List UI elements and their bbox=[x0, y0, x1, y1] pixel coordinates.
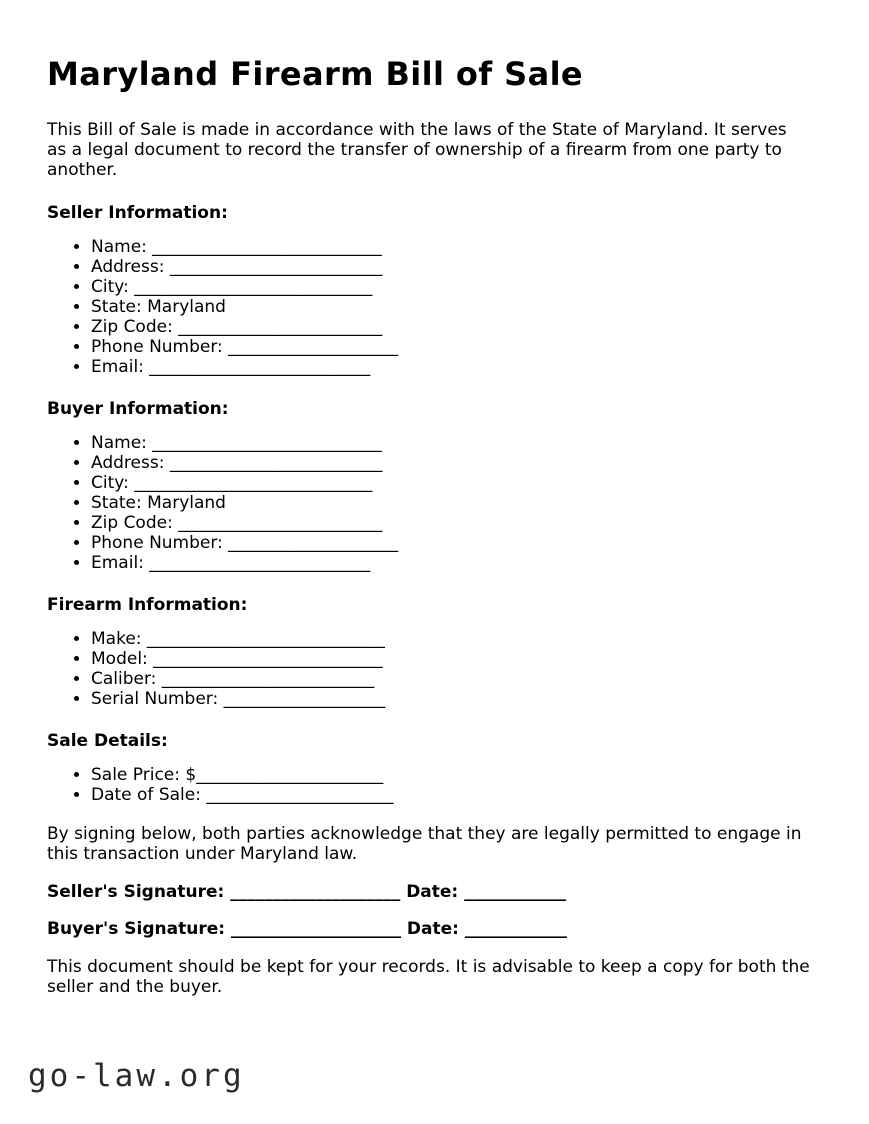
seller-city-field: • City: ____________________________ bbox=[91, 277, 811, 297]
section-heading-buyer-information: Buyer Information: bbox=[47, 399, 229, 419]
acknowledgement-paragraph: By signing below, both parties acknowledge that they are legally permitted to engage in this transaction under Maryland law. bbox=[47, 824, 802, 864]
seller-signature-line: ____________________ bbox=[230, 882, 401, 902]
go-law-logo: go-law.org bbox=[28, 1058, 245, 1094]
intro-paragraph: This Bill of Sale is made in accordance with the laws of the State of Maryland. It serves as a legal document to record the transfer of ownership of a firearm from one party to another. bbox=[47, 120, 787, 180]
firearm-information-list bbox=[47, 629, 811, 709]
firearm-serial-number-field: • Serial Number: ___________________ bbox=[91, 689, 811, 709]
buyer-zip-code-field: • Zip Code: ________________________ bbox=[91, 513, 811, 533]
buyer-city-field: • City: ____________________________ bbox=[91, 473, 811, 493]
sale-details-list bbox=[47, 765, 811, 805]
section-heading-sale-details: Sale Details: bbox=[47, 731, 168, 751]
buyer-signature-label: Buyer's Signature: bbox=[47, 919, 226, 939]
seller-zip-code-field: • Zip Code: ________________________ bbox=[91, 317, 811, 337]
buyer-information-list bbox=[47, 433, 811, 573]
seller-address-field: • Address: _________________________ bbox=[91, 257, 811, 277]
seller-name-field: • Name: ___________________________ bbox=[91, 237, 811, 257]
buyer-signature-line: ____________________ bbox=[230, 919, 401, 939]
records-note-paragraph: This document should be kept for your records. It is advisable to keep a copy for both the seller and the buyer. bbox=[47, 957, 810, 997]
buyer-state-field: • State: Maryland bbox=[91, 493, 811, 513]
buyer-name-field: • Name: ___________________________ bbox=[91, 433, 811, 453]
firearm-model-field: • Model: ___________________________ bbox=[91, 649, 811, 669]
firearm-make-field: • Make: ____________________________ bbox=[91, 629, 811, 649]
section-heading-firearm-information: Firearm Information: bbox=[47, 595, 248, 615]
buyer-phone-number-field: • Phone Number: ____________________ bbox=[91, 533, 811, 553]
seller-date-line: ____________ bbox=[464, 882, 567, 902]
date-of-sale-field: • Date of Sale: ______________________ bbox=[91, 785, 811, 805]
seller-state-field: • State: Maryland bbox=[91, 297, 811, 317]
buyer-date-line: ____________ bbox=[464, 919, 567, 939]
seller-signature-row bbox=[47, 882, 811, 902]
page-title: Maryland Firearm Bill of Sale bbox=[47, 55, 584, 93]
buyer-email-field: • Email: __________________________ bbox=[91, 553, 811, 573]
buyer-signature-row bbox=[47, 919, 811, 939]
section-heading-seller-information: Seller Information: bbox=[47, 203, 228, 223]
seller-date-label: Date: bbox=[406, 882, 459, 902]
buyer-address-field: • Address: _________________________ bbox=[91, 453, 811, 473]
seller-signature-label: Seller's Signature: bbox=[47, 882, 225, 902]
sale-price-field: • Sale Price: $______________________ bbox=[91, 765, 811, 785]
firearm-caliber-field: • Caliber: _________________________ bbox=[91, 669, 811, 689]
seller-information-list bbox=[47, 237, 811, 377]
seller-email-field: • Email: __________________________ bbox=[91, 357, 811, 377]
buyer-date-label: Date: bbox=[406, 919, 459, 939]
seller-phone-number-field: • Phone Number: ____________________ bbox=[91, 337, 811, 357]
